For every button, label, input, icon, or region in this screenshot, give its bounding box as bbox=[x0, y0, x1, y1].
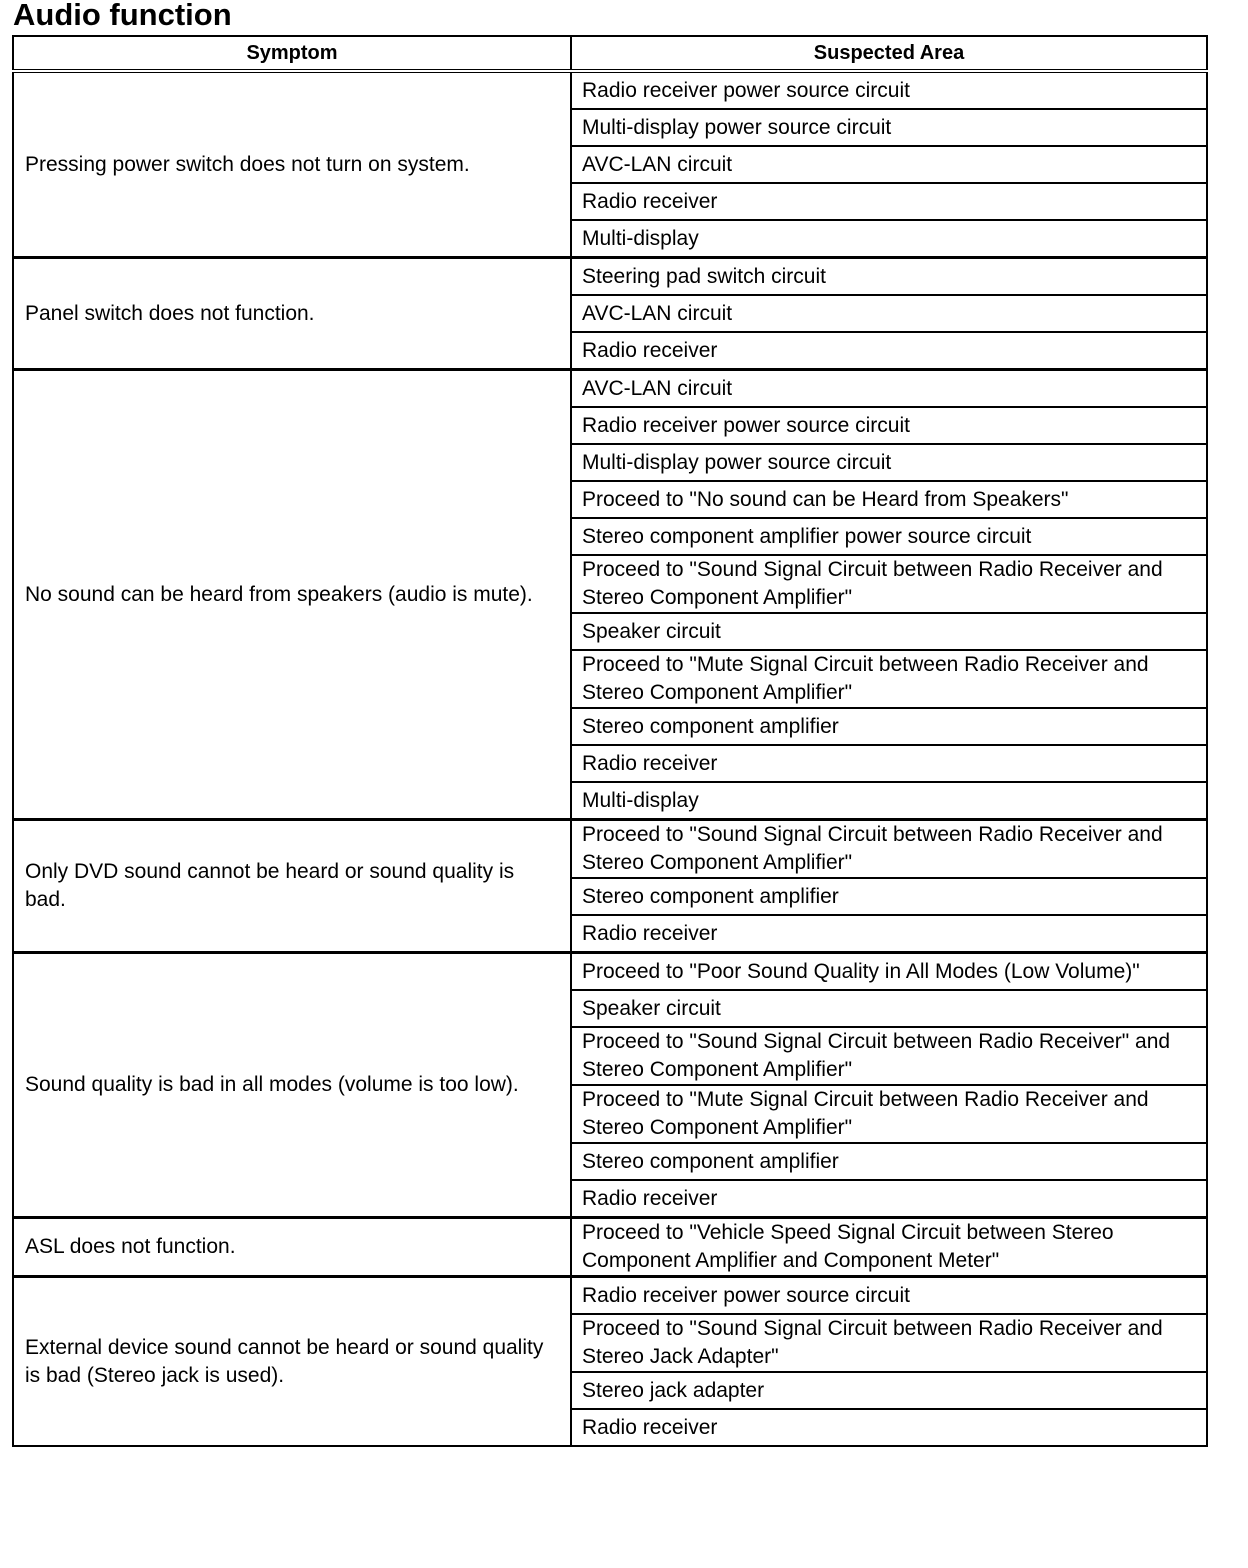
suspected-area-cell: Proceed to "Sound Signal Circuit between Radio Receiver and Stereo Component Amplifier" bbox=[571, 555, 1207, 613]
suspected-area-cell: Speaker circuit bbox=[571, 990, 1207, 1027]
table-row bbox=[13, 71, 1207, 109]
suspected-area-cell: Radio receiver bbox=[571, 745, 1207, 782]
suspected-area-cell: Stereo component amplifier bbox=[571, 708, 1207, 745]
suspected-area-cell: Steering pad switch circuit bbox=[571, 258, 1207, 296]
table-header bbox=[13, 36, 1207, 71]
problem-symptoms-table bbox=[12, 35, 1208, 1447]
symptom-cell: ASL does not function. bbox=[13, 1218, 571, 1277]
suspected-area-cell: Radio receiver bbox=[571, 915, 1207, 953]
suspected-area-cell: Proceed to "No sound can be Heard from Speakers" bbox=[571, 481, 1207, 518]
suspected-area-cell: Radio receiver bbox=[571, 183, 1207, 220]
suspected-area-cell: Proceed to "Sound Signal Circuit between Radio Receiver and Stereo Component Amplifier" bbox=[571, 820, 1207, 879]
suspected-area-cell: Proceed to "Poor Sound Quality in All Modes (Low Volume)" bbox=[571, 953, 1207, 991]
suspected-area-cell: AVC-LAN circuit bbox=[571, 295, 1207, 332]
column-header-symptom: Symptom bbox=[13, 36, 571, 71]
table-row bbox=[13, 820, 1207, 879]
suspected-area-cell: Stereo component amplifier bbox=[571, 1143, 1207, 1180]
suspected-area-cell: AVC-LAN circuit bbox=[571, 146, 1207, 183]
suspected-area-cell: Proceed to "Sound Signal Circuit between Radio Receiver and Stereo Jack Adapter" bbox=[571, 1314, 1207, 1372]
table-body bbox=[13, 71, 1207, 1446]
suspected-area-cell: Proceed to "Sound Signal Circuit between Radio Receiver" and Stereo Component Amplifier" bbox=[571, 1027, 1207, 1085]
suspected-area-cell: Proceed to "Vehicle Speed Signal Circuit between Stereo Component Amplifier and Component Meter" bbox=[571, 1218, 1207, 1277]
suspected-area-cell: Stereo component amplifier bbox=[571, 878, 1207, 915]
suspected-area-cell: Radio receiver power source circuit bbox=[571, 71, 1207, 109]
suspected-area-cell: AVC-LAN circuit bbox=[571, 370, 1207, 408]
page-title: Audio function bbox=[13, 0, 232, 32]
table-row bbox=[13, 1277, 1207, 1315]
table-row bbox=[13, 258, 1207, 296]
symptom-cell: Pressing power switch does not turn on system. bbox=[13, 71, 571, 258]
header-row bbox=[13, 36, 1207, 71]
symptom-cell: Panel switch does not function. bbox=[13, 258, 571, 370]
table-row bbox=[13, 370, 1207, 408]
suspected-area-cell: Radio receiver bbox=[571, 1180, 1207, 1218]
suspected-area-cell: Radio receiver power source circuit bbox=[571, 407, 1207, 444]
symptom-cell: External device sound cannot be heard or sound quality is bad (Stereo jack is used). bbox=[13, 1277, 571, 1447]
suspected-area-cell: Radio receiver power source circuit bbox=[571, 1277, 1207, 1315]
symptom-cell: Only DVD sound cannot be heard or sound quality is bad. bbox=[13, 820, 571, 953]
column-header-suspected-area: Suspected Area bbox=[571, 36, 1207, 71]
symptom-cell: No sound can be heard from speakers (audio is mute). bbox=[13, 370, 571, 820]
table-row bbox=[13, 953, 1207, 991]
suspected-area-cell: Stereo component amplifier power source circuit bbox=[571, 518, 1207, 555]
suspected-area-cell: Stereo jack adapter bbox=[571, 1372, 1207, 1409]
suspected-area-cell: Multi-display bbox=[571, 220, 1207, 258]
suspected-area-cell: Radio receiver bbox=[571, 1409, 1207, 1446]
suspected-area-cell: Proceed to "Mute Signal Circuit between Radio Receiver and Stereo Component Amplifier" bbox=[571, 1085, 1207, 1143]
suspected-area-cell: Radio receiver bbox=[571, 332, 1207, 370]
suspected-area-cell: Multi-display power source circuit bbox=[571, 444, 1207, 481]
symptom-cell: Sound quality is bad in all modes (volume is too low). bbox=[13, 953, 571, 1218]
suspected-area-cell: Multi-display power source circuit bbox=[571, 109, 1207, 146]
suspected-area-cell: Multi-display bbox=[571, 782, 1207, 820]
table-row bbox=[13, 1218, 1207, 1277]
suspected-area-cell: Proceed to "Mute Signal Circuit between Radio Receiver and Stereo Component Amplifier" bbox=[571, 650, 1207, 708]
suspected-area-cell: Speaker circuit bbox=[571, 613, 1207, 650]
